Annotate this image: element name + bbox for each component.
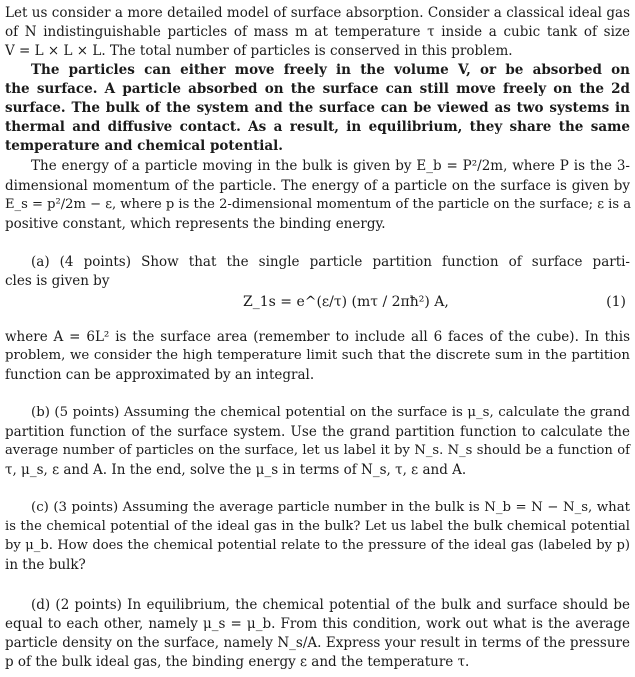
part-d-line-4: p of the bulk ideal gas, the binding energy ε and the temperature τ. bbox=[5, 654, 470, 670]
bold-line-5: temperature and chemical potential. bbox=[5, 138, 284, 154]
part-a-line-2: cles is given by bbox=[5, 273, 110, 289]
energy-line-4: positive constant, which represents the binding energy. bbox=[5, 216, 386, 232]
part-d-line-2: equal to each other, namely μ_s = μ_b. From this condition, work out what is the average bbox=[5, 616, 630, 632]
part-a-line-1: (a) (4 points) Show that the single particle partition function of surface parti- bbox=[31, 254, 630, 270]
bold-line-3: surface. The bulk of the system and the surface can be viewed as two systems in bbox=[5, 100, 630, 116]
part-d-line-3: particle density on the surface, namely N_s/A. Express your result in terms of the pressure bbox=[5, 635, 630, 651]
bold-line-2: the surface. A particle absorbed on the surface can still move freely on the 2d bbox=[5, 81, 630, 97]
part-a-line-5: function can be approximated by an integral. bbox=[5, 367, 315, 383]
equation-number: (1) bbox=[606, 294, 626, 310]
energy-line-3: E_s = p²/2m − ε, where p is the 2-dimensional momentum of the particle on the surface; ε is a bbox=[5, 197, 632, 212]
part-b-line-1: (b) (5 points) Assuming the chemical potential on the surface is μ_s, calculate the grand bbox=[31, 405, 630, 420]
energy-line-1: The energy of a particle moving in the bulk is given by E_b = P²/2m, where P is the 3- bbox=[31, 158, 630, 174]
bold-line-1: The particles can either move freely in the volume V, or be absorbed on bbox=[31, 62, 630, 78]
part-b-line-3: average number of particles on the surface, let us label it by N_s. N_s should be a function of bbox=[5, 443, 630, 458]
bold-line-4: thermal and diffusive contact. As a result, in equilibrium, they share the same bbox=[5, 119, 630, 135]
part-b-line-2: partition function of the surface system. Use the grand partition function to calculate the bbox=[5, 424, 630, 440]
part-c-line-3: by μ_b. How does the chemical potential relate to the pressure of the ideal gas (labeled by p) bbox=[5, 538, 630, 553]
intro-line-1: Let us consider a more detailed model of surface absorption. Consider a classical ideal gas bbox=[5, 5, 630, 21]
part-c-line-2: is the chemical potential of the ideal gas in the bulk? Let us label the bulk chemical potential bbox=[5, 519, 630, 534]
part-a-line-4: problem, we consider the high temperature limit such that the discrete sum in the partition bbox=[5, 348, 630, 363]
part-c-line-4: in the bulk? bbox=[5, 557, 86, 573]
part-c-line-1: (c) (3 points) Assuming the average particle number in the bulk is N_b = N − N_s, what bbox=[31, 500, 630, 515]
part-b-line-4: τ, μ_s, ε and A. In the end, solve the μ_s in terms of N_s, τ, ε and A. bbox=[5, 462, 467, 478]
part-a-line-3: where A = 6L² is the surface area (remember to include all 6 faces of the cube). In this bbox=[5, 329, 630, 345]
intro-line-3: V = L × L × L. The total number of particles is conserved in this problem. bbox=[5, 43, 513, 59]
intro-line-2: of N indistinguishable particles of mass m at temperature τ inside a cubic tank of size bbox=[5, 24, 630, 40]
part-d-line-1: (d) (2 points) In equilibrium, the chemical potential of the bulk and surface should be bbox=[31, 597, 630, 613]
partition-function-equation: Z_1s = e^(ε/τ) (mτ / 2πħ²) A, bbox=[243, 294, 449, 310]
energy-line-2: dimensional momentum of the particle. The energy of a particle on the surface is given by bbox=[5, 178, 630, 194]
